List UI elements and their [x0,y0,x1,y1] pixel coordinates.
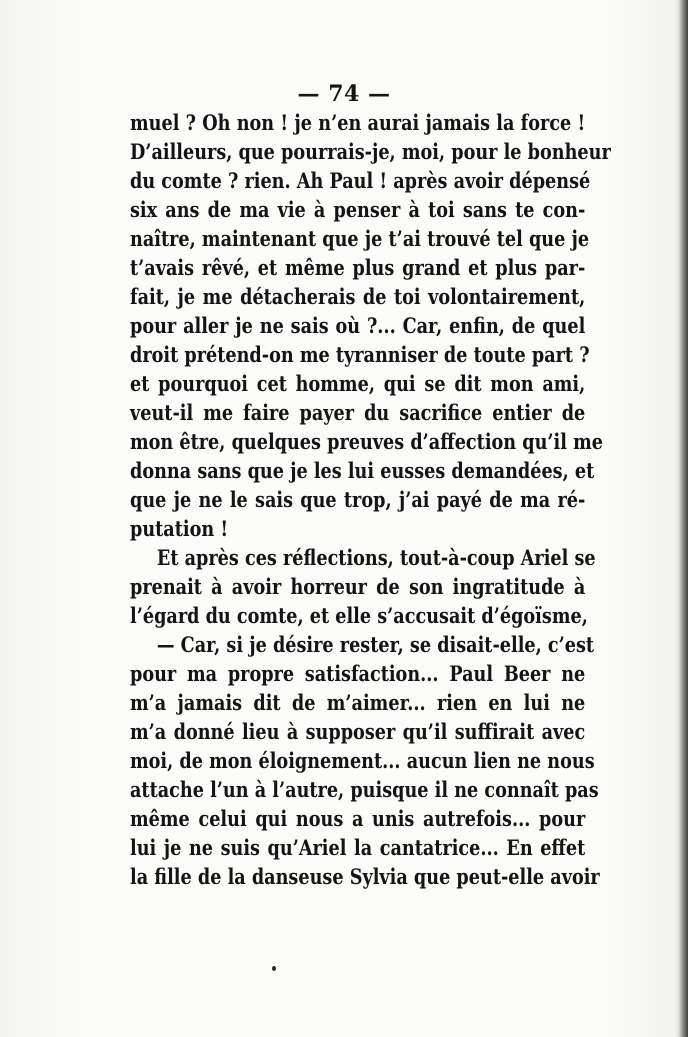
text-line: même celui qui nous a unis autrefois... pour [130,806,586,831]
text-line: t’avais rêvé, et même plus grand et plus par- [130,255,586,280]
text-line: donna sans que je les lui eusses demandées, et [130,458,595,483]
text-line: muel ? Oh non ! je n’en aurai jamais la force ! [130,110,586,135]
text-line: et pourquoi cet homme, qui se dit mon ami, [130,371,586,396]
text-line: prenait à avoir horreur de son ingratitude à [130,574,586,599]
text-line: six ans de ma vie à penser à toi sans te con- [130,197,586,222]
text-line: naître, maintenant que je t’ai trouvé tel que je [130,226,590,251]
text-line: — Car, si je désire rester, se disait-elle, c’est [156,632,595,657]
text-line: l’égard du comte, et elle s’accusait d’égoïsme, [130,603,588,628]
text-line: fait, je me détacherais de toi volontairement, [130,284,586,309]
page-edge [679,0,688,1037]
text-line: m’a jamais dit de m’aimer... rien en lui ne [130,690,586,715]
text-line: que je ne le sais que trop, j’ai payé de ma ré- [130,487,586,512]
text-line: D’ailleurs, que pourrais-je, moi, pour le bonheur [130,139,611,164]
page-number: — 74 — [297,81,391,107]
text-line: pour ma propre satisfaction... Paul Beer ne [130,661,586,686]
text-line: veut-il me faire payer du sacrifice entier de [130,400,586,425]
text-line: du comte ? rien. Ah Paul ! après avoir dépensé [130,168,591,193]
page-text [130,108,611,891]
text-line: moi, de mon éloignement... aucun lien ne nous [130,748,595,773]
ink-speck [272,966,276,971]
text-line: mon être, quelques preuves d’affection qu’il me [130,429,603,454]
text-line: Et après ces réflections, tout-à-coup Ariel se [156,545,596,570]
text-line: la fille de la danseuse Sylvia que peut-elle avoir [130,864,600,889]
text-line: pour aller je ne sais où ?... Car, enfin, de quel [130,313,586,338]
text-line: lui je ne suis qu’Ariel la cantatrice... En effet [130,835,586,860]
text-line: m’a donné lieu à supposer qu’il suffirait avec [130,719,586,744]
text-line: attache l’un à l’autre, puisque il ne connaît pas [130,777,599,802]
text-line: putation ! [130,516,229,541]
text-line: droit prétend-on me tyranniser de toute part ? [130,342,590,367]
